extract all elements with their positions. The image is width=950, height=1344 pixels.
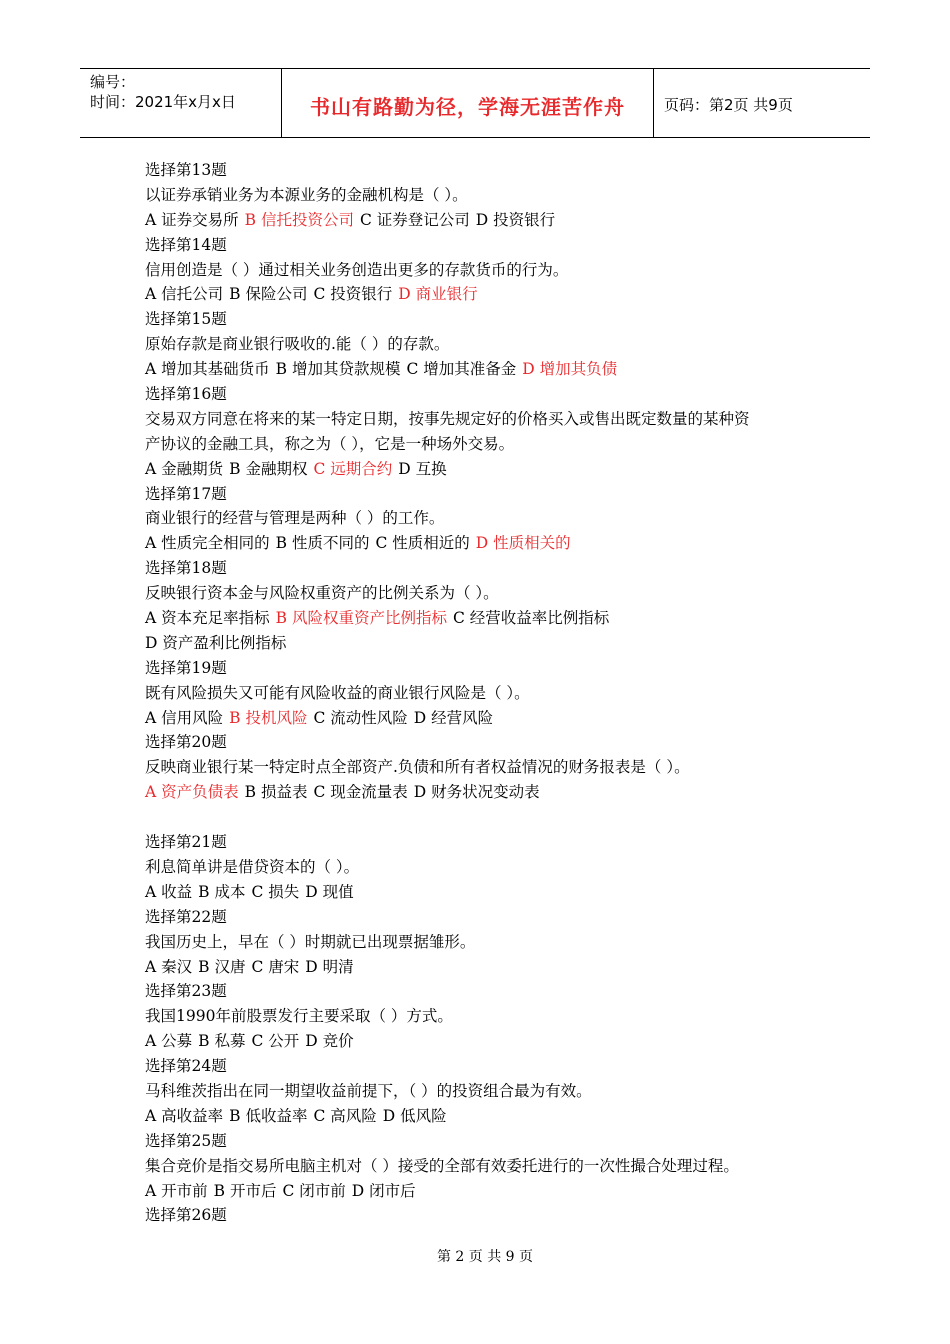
options-row <box>145 780 845 805</box>
option: A 收益 <box>145 882 193 901</box>
question-title: 选择第19题 <box>145 658 227 677</box>
question-stem: 我国1990年前股票发行主要采取（ ）方式。 <box>145 1007 453 1026</box>
option: B 成本 <box>198 882 246 901</box>
option: B 增加其贷款规模 <box>275 360 401 379</box>
header-motto-cell <box>282 69 654 137</box>
options-row <box>145 706 845 731</box>
question-title: 选择第13题 <box>145 161 227 179</box>
option: C 损失 <box>251 882 300 901</box>
question-block <box>145 556 845 656</box>
question-block <box>145 158 845 233</box>
page-footer: 第 2 页 共 9 页 <box>436 1249 534 1265</box>
answer-option: C 远期合约 <box>313 459 393 478</box>
question-block <box>145 382 845 482</box>
options-row <box>145 955 845 980</box>
options-row <box>145 282 845 307</box>
motto: 书山有路勤为径，学海无涯苦作舟 <box>310 95 625 119</box>
question-block <box>145 905 845 980</box>
option: D 低风险 <box>382 1106 447 1125</box>
question-stem: 反映银行资本金与风险权重资产的比例关系为（ ）。 <box>145 584 499 603</box>
question-stem: 既有风险损失又可能有风险收益的商业银行风险是（ ）。 <box>145 683 530 702</box>
option: D 财务状况变动表 <box>413 783 540 802</box>
option: C 闭市前 <box>282 1181 346 1200</box>
option: A 开市前 <box>145 1181 208 1200</box>
page-info: 页码：第2页 共9页 <box>664 96 793 114</box>
option: D 互换 <box>398 459 447 478</box>
time-label: 时间：2021年x月x日 <box>90 93 236 111</box>
option: B 汉唐 <box>198 957 246 976</box>
question-block <box>145 1054 845 1129</box>
option: A 信托公司 <box>145 285 224 304</box>
question-list <box>145 158 845 1228</box>
question-stem: 产协议的金融工具，称之为（ ），它是一种场外交易。 <box>145 434 515 453</box>
answer-option: D 商业银行 <box>398 285 478 304</box>
question-title: 选择第21题 <box>145 833 227 852</box>
question-stem: 我国历史上，早在（ ）时期就已出现票据雏形。 <box>145 932 476 951</box>
option: B 保险公司 <box>229 285 308 304</box>
question-stem: 集合竞价是指交易所电脑主机对（ ）接受的全部有效委托进行的一次性撮合处理过程。 <box>145 1156 739 1175</box>
option: C 唐宋 <box>251 957 300 976</box>
question-title: 选择第16题 <box>145 385 227 404</box>
option: C 流动性风险 <box>313 708 408 727</box>
option: A 公募 <box>145 1032 193 1051</box>
question-stem: 利息简单讲是借贷资本的（ ）。 <box>145 857 360 876</box>
question-title: 选择第15题 <box>145 310 227 329</box>
option: C 高风险 <box>313 1106 377 1125</box>
question-title: 选择第14题 <box>145 235 227 254</box>
options-row <box>145 880 845 905</box>
option: D 闭市后 <box>351 1181 416 1200</box>
question-title: 选择第24题 <box>145 1057 227 1076</box>
option: A 资本充足率指标 <box>145 609 270 628</box>
question-title: 选择第25题 <box>145 1131 227 1150</box>
option: B 性质不同的 <box>275 534 370 553</box>
option: A 金融期货 <box>145 459 224 478</box>
option: C 经营收益率比例指标 <box>452 609 610 628</box>
answer-option: A 资产负债表 <box>145 783 239 802</box>
question-stem: 交易双方同意在将来的某一特定日期，按事先规定好的价格买入或售出既定数量的某种资 <box>145 409 750 428</box>
question-title: 选择第17题 <box>145 484 227 503</box>
page-header <box>80 68 870 138</box>
answer-option: D 性质相关的 <box>475 534 571 553</box>
question-block <box>145 233 845 308</box>
question-stem: 原始存款是商业银行吸收的.能（ ）的存款。 <box>145 335 450 354</box>
options-row <box>145 1029 845 1054</box>
option: C 公开 <box>251 1032 300 1051</box>
question-block <box>145 1129 845 1204</box>
question-block <box>145 979 845 1054</box>
option: A 性质完全相同的 <box>145 534 270 553</box>
options-row <box>145 1104 845 1129</box>
answer-option: D 增加其负债 <box>522 360 618 379</box>
option: B 损益表 <box>244 783 308 802</box>
options-row <box>145 606 845 631</box>
option: A 增加其基础货币 <box>145 360 270 379</box>
options-row <box>145 208 845 233</box>
option: D 现值 <box>305 882 354 901</box>
options-row <box>145 357 845 382</box>
option: D 投资银行 <box>475 210 556 229</box>
option: D 竞价 <box>305 1032 354 1051</box>
header-page-cell <box>654 69 870 137</box>
option: D 经营风险 <box>413 708 494 727</box>
option: B 私募 <box>198 1032 246 1051</box>
question-block <box>145 307 845 382</box>
question-title: 选择第18题 <box>145 559 227 578</box>
answer-option: B 投机风险 <box>229 708 308 727</box>
question-stem: 马科维茨指出在同一期望收益前提下，（ ）的投资组合最为有效。 <box>145 1081 592 1100</box>
option: D 资产盈利比例指标 <box>145 633 287 652</box>
question-title: 选择第26题 <box>145 1206 227 1225</box>
option: C 现金流量表 <box>313 783 408 802</box>
option: A 高收益率 <box>145 1106 224 1125</box>
answer-option: B 信托投资公司 <box>244 210 354 229</box>
option: A 信用风险 <box>145 708 224 727</box>
number-label: 编号： <box>90 73 136 91</box>
question-title: 选择第23题 <box>145 982 227 1001</box>
question-stem: 以证券承销业务为本源业务的金融机构是（ ）。 <box>145 185 468 204</box>
question-block <box>145 730 845 805</box>
option: B 低收益率 <box>229 1106 308 1125</box>
option: A 证券交易所 <box>145 210 239 229</box>
option: D 明清 <box>305 957 354 976</box>
option: B 金融期权 <box>229 459 308 478</box>
question-block <box>145 656 845 731</box>
question-block <box>145 1203 845 1228</box>
question-block <box>145 830 845 905</box>
options-row <box>145 1179 845 1204</box>
question-stem: 商业银行的经营与管理是两种（ ）的工作。 <box>145 509 445 528</box>
question-stem: 反映商业银行某一特定时点全部资产.负债和所有者权益情况的财务报表是（ ）。 <box>145 758 690 777</box>
option: A 秦汉 <box>145 957 193 976</box>
options-row <box>145 531 845 556</box>
question-title: 选择第20题 <box>145 733 227 752</box>
option: C 投资银行 <box>313 285 393 304</box>
blank-line <box>145 805 845 830</box>
question-title: 选择第22题 <box>145 907 227 926</box>
header-meta <box>80 69 282 137</box>
options-row <box>145 631 845 656</box>
question-stem: 信用创造是（ ）通过相关业务创造出更多的存款货币的行为。 <box>145 260 569 279</box>
option: C 性质相近的 <box>375 534 470 553</box>
option: B 开市后 <box>213 1181 277 1200</box>
option: C 证券登记公司 <box>359 210 470 229</box>
option: C 增加其准备金 <box>406 360 517 379</box>
question-block <box>145 482 845 557</box>
options-row <box>145 457 845 482</box>
answer-option: B 风险权重资产比例指标 <box>275 609 447 628</box>
